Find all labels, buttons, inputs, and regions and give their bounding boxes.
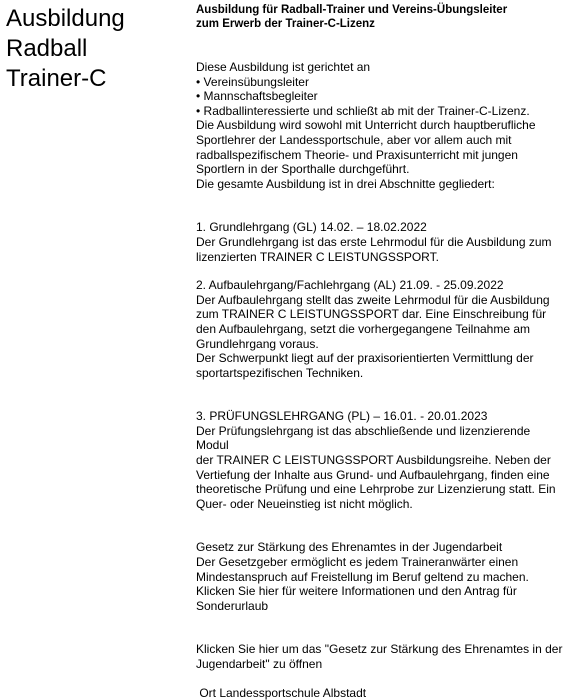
ehrenamt-block [196, 540, 566, 613]
section-heading: 1. Grundlehrgang (GL) 14.02. – 18.02.2022 [196, 220, 427, 235]
ehrenamt-heading: Gesetz zur Stärkung des Ehrenamtes in der Jugendarbeit [196, 540, 503, 555]
main-content [196, 3, 566, 700]
sonderurlaub-link-line[interactable]: Sonderurlaub [196, 598, 269, 613]
ehrenamt-text-line: Der Gesetzgeber ermöglicht es jedem Traineranwärter einen [196, 555, 519, 570]
section-text-line: Grundlehrgang voraus. [196, 336, 319, 351]
course-heading [196, 3, 566, 31]
section-text-line: zum TRAINER C LEISTUNGSSPORT dar. Eine Einschreibung für [196, 307, 547, 322]
intro-block [196, 60, 566, 191]
section-text-line: sportartspezifischen Techniken. [196, 365, 364, 380]
sonderurlaub-link-line[interactable]: Klicken Sie hier für weitere Informationen und den Antrag für [196, 584, 517, 599]
intro-lead: Diese Ausbildung ist gerichtet an [196, 60, 371, 74]
ehrenamt-text-line: Mindestanspruch auf Freistellung im Beruf geltend zu machen. [196, 569, 529, 584]
course-heading-line-2: zum Erwerb der Trainer-C-Lizenz [196, 18, 375, 30]
intro-bullet: • Mannschaftsbegleiter [196, 89, 566, 104]
section-heading: 2. Aufbaulehrgang/Fachlehrgang (AL) 21.09. - 25.09.2022 [196, 278, 504, 293]
section-text-line: Der Grundlehrgang ist das erste Lehrmodul für die Ausbildung zum [196, 234, 552, 249]
gesetz-link-line[interactable]: Klicken Sie hier um das "Gesetz zur Stärkung des Ehrenamtes in der [196, 642, 563, 657]
section-text-line: theoretische Prüfung und eine Lehrprobe zur Lizenzierung statt. Ein [196, 482, 556, 497]
section-text-line: Der Schwerpunkt liegt auf der praxisorientierten Vermittlung der [196, 351, 534, 366]
course-heading-line-1: Ausbildung für Radball-Trainer und Vereins-Übungsleiter [196, 4, 508, 16]
section-text-line: der TRAINER C LEISTUNGSSPORT Ausbildungsreihe. Neben der [196, 453, 551, 468]
page-title [6, 4, 186, 94]
page-title-line-1: Ausbildung [6, 5, 125, 32]
page-title-line-2: Radball [6, 35, 88, 62]
page-title-line-3: Trainer-C [6, 65, 107, 92]
location-text: Ort Landessportschule Albstadt [196, 685, 367, 700]
intro-text-line: Die Ausbildung wird sowohl mit Unterricht durch hauptberufliche [196, 118, 536, 133]
gesetz-link-line[interactable]: Jugendarbeit" zu öffnen [196, 657, 323, 671]
intro-bullet: • Radballinteressierte und schließt ab mit der Trainer-C-Lizenz. [196, 104, 566, 119]
section-text-line: lizenzierten TRAINER C LEISTUNGSSPORT. [196, 249, 439, 264]
section-text-line: Der Aufbaulehrgang stellt das zweite Lehrmodul für die Ausbildung [196, 292, 550, 307]
section-pruefungslehrgang [196, 409, 566, 511]
intro-text-line: Sportlern in der Sporthalle durchgeführt. [196, 162, 410, 177]
section-text-line: Quer- oder Neueinstieg ist nicht möglich. [196, 496, 413, 511]
section-grundlehrgang [196, 220, 566, 264]
sonderurlaub-info-link[interactable] [196, 584, 566, 613]
section-text-line: den Aufbaulehrgang, setzt die vorhergegangene Teilnahme am [196, 321, 531, 336]
intro-text-line: Die gesamte Ausbildung ist in drei Abschnitte gegliedert: [196, 176, 495, 191]
section-text-line: Vertiefung der Inhalte aus Grund- und Aufbaulehrgang, finden eine [196, 467, 550, 482]
intro-text-line: Sportlehrer der Landessportschule, aber vor allem auch mit [196, 132, 512, 147]
section-heading: 3. PRÜFUNGSLEHRGANG (PL) – 16.01. - 20.01.2023 [196, 409, 488, 424]
section-aufbaulehrgang [196, 278, 566, 380]
section-text-line: Der Prüfungslehrgang ist das abschließende und lizenzierende Modul [196, 423, 531, 453]
gesetz-link[interactable] [196, 642, 566, 671]
intro-text-line: radballspezifischem Theorie- und Praxisunterricht mit jungen [196, 147, 518, 162]
intro-bullet: • Vereinsübungsleiter [196, 75, 566, 90]
